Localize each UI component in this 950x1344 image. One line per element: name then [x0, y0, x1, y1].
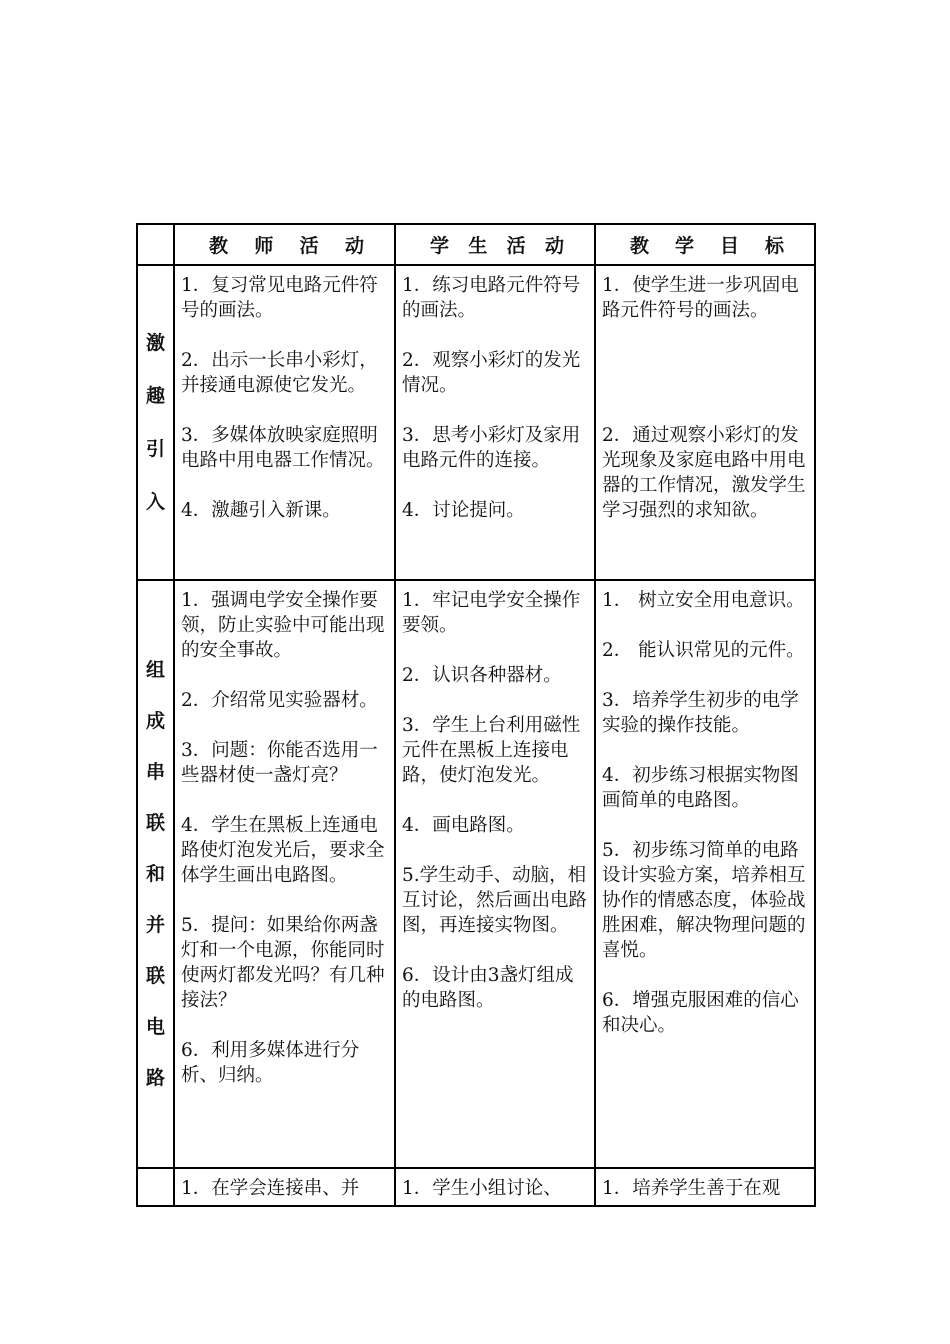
section-label-char: 入 [145, 490, 165, 513]
list-item: 5．初步练习简单的电路设计实验方案，培养相互协作的情感态度，体验战胜困难，解决物理问题的喜悦。 [602, 840, 806, 961]
list-item: 2．出示一长串小彩灯，并接通电源使它发光。 [181, 350, 378, 396]
teacher-activity-cell [174, 265, 395, 580]
section-label-char: 串 [145, 760, 165, 783]
list-item: 1．学生小组讨论、 [402, 1178, 562, 1199]
list-item: 1．强调电学安全操作要领，防止实验中可能出现的安全事故。 [181, 590, 385, 661]
teaching-goal-cell [595, 580, 815, 1168]
list-item: 5.学生动手、动脑，相互讨论，然后画出电路图，再连接实物图。 [402, 865, 588, 936]
list-item: 4．画电路图。 [402, 815, 525, 836]
list-item: 2．介绍常见实验器材。 [181, 690, 378, 711]
section-label-cell [137, 265, 174, 580]
student-activity-cell [395, 1168, 595, 1206]
header-char: 学 [674, 235, 694, 257]
list-item: 1．培养学生善于在观 [602, 1178, 781, 1199]
section-label-char: 成 [145, 709, 165, 732]
table-row [137, 1168, 815, 1206]
list-item: 2． 能认识常见的元件。 [602, 640, 805, 661]
table-row [137, 265, 815, 580]
section-label-char: 联 [145, 811, 165, 834]
header-char: 活 [299, 235, 319, 257]
section-label-char: 联 [145, 964, 165, 987]
lesson-plan-table [136, 223, 816, 1207]
section-label-char: 引 [145, 437, 165, 460]
list-item: 1．练习电路元件符号的画法。 [402, 275, 581, 321]
list-item: 6．增强克服困难的信心和决心。 [602, 990, 799, 1036]
student-activity-cell [395, 580, 595, 1168]
header-char: 师 [254, 235, 274, 257]
section-label-char: 趣 [145, 384, 165, 407]
list-item: 4．学生在黑板上连通电路使灯泡发光后，要求全体学生画出电路图。 [181, 815, 385, 886]
list-item: 2．通过观察小彩灯的发光现象及家庭电路中用电器的工作情况，激发学生学习强烈的求知欲。 [602, 425, 806, 521]
list-item: 4．初步练习根据实物图画简单的电路图。 [602, 765, 799, 811]
list-item: 6．设计由3盏灯组成的电路图。 [402, 965, 574, 1011]
list-item: 2．认识各种器材。 [402, 665, 562, 686]
list-item: 5．提问：如果给你两盏灯和一个电源，你能同时使两灯都发光吗？有几种接法？ [181, 915, 385, 1011]
list-item: 3．问题：你能否选用一些器材使一盏灯亮？ [181, 740, 378, 786]
list-item: 1．在学会连接串、并 [181, 1178, 360, 1199]
header-char: 标 [764, 235, 784, 257]
header-student-activity [395, 224, 595, 265]
header-corner-cell [137, 224, 174, 265]
section-label-char: 路 [145, 1066, 165, 1089]
header-char: 生 [468, 235, 488, 257]
section-label-char: 激 [145, 331, 165, 354]
header-char: 目 [719, 235, 739, 257]
section-label-char: 并 [145, 913, 165, 936]
list-item: 3．培养学生初步的电学实验的操作技能。 [602, 690, 799, 736]
list-item: 4．激趣引入新课。 [181, 500, 341, 521]
table-row [137, 580, 815, 1168]
header-char: 教 [630, 235, 650, 257]
header-teaching-goal [595, 224, 815, 265]
header-char: 活 [506, 235, 526, 257]
list-item: 3．学生上台利用磁性元件在黑板上连接电路，使灯泡发光。 [402, 715, 581, 786]
list-item: 4．讨论提问。 [402, 500, 525, 521]
section-label-cell [137, 580, 174, 1168]
section-label-char: 和 [145, 862, 165, 885]
section-label-char: 电 [145, 1015, 165, 1038]
list-item: 2．观察小彩灯的发光情况。 [402, 350, 581, 396]
section-label-cell [137, 1168, 174, 1206]
student-activity-cell [395, 265, 595, 580]
header-teacher-activity [174, 224, 395, 265]
header-char: 教 [209, 235, 229, 257]
list-item: 1．复习常见电路元件符号的画法。 [181, 275, 378, 321]
teacher-activity-cell [174, 1168, 395, 1206]
teacher-activity-cell [174, 580, 395, 1168]
list-item: 3．思考小彩灯及家用电路元件的连接。 [402, 425, 581, 471]
list-item: 1．使学生进一步巩固电路元件符号的画法。 [602, 275, 799, 321]
list-item: 3．多媒体放映家庭照明电路中用电器工作情况。 [181, 425, 385, 471]
teaching-goal-cell [595, 265, 815, 580]
header-char: 动 [344, 235, 364, 257]
header-char: 学 [430, 235, 450, 257]
section-label-char: 组 [145, 658, 165, 681]
header-char: 动 [544, 235, 564, 257]
list-item: 6．利用多媒体进行分析、归纳。 [181, 1040, 360, 1086]
header-row [137, 224, 815, 265]
list-item: 1．牢记电学安全操作要领。 [402, 590, 581, 636]
teaching-goal-cell [595, 1168, 815, 1206]
list-item: 1． 树立安全用电意识。 [602, 590, 805, 611]
